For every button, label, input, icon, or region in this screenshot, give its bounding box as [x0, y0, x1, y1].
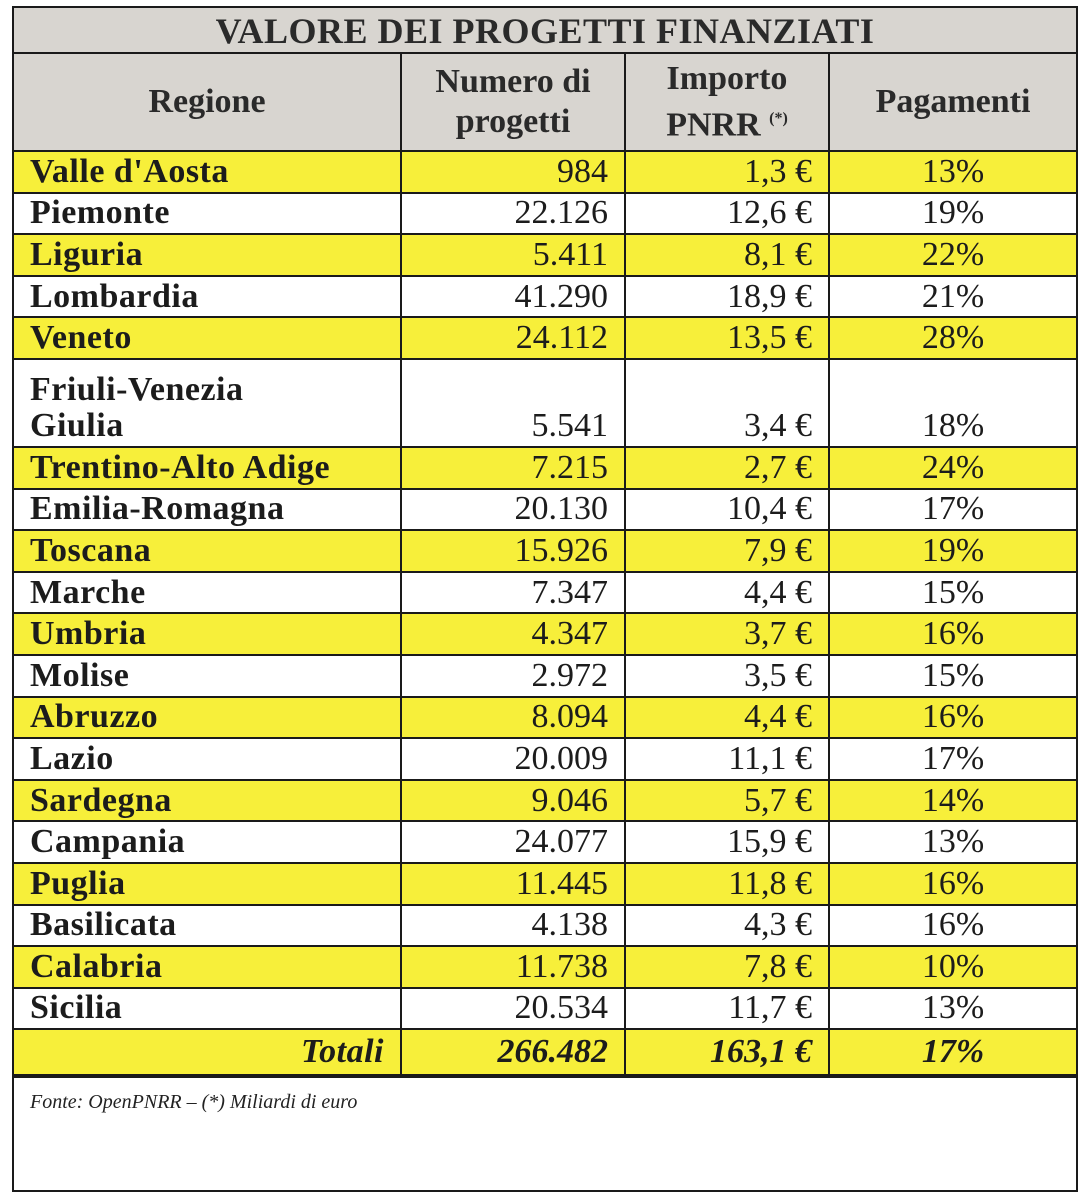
cell-importo: 8,1 € — [625, 234, 829, 276]
cell-importo: 3,5 € — [625, 655, 829, 697]
cell-numero: 8.094 — [401, 697, 625, 739]
cell-numero: 20.009 — [401, 738, 625, 780]
table-row — [14, 697, 1076, 739]
cell-regione — [14, 359, 401, 447]
cell-importo: 7,9 € — [625, 530, 829, 572]
cell-regione: Lombardia — [14, 276, 401, 318]
cell-pagamenti: 17% — [829, 738, 1076, 780]
projects-table — [14, 52, 1076, 1076]
cell-regione: Umbria — [14, 613, 401, 655]
cell-importo: 5,7 € — [625, 780, 829, 822]
totals-numero: 266.482 — [401, 1029, 625, 1075]
cell-pagamenti: 22% — [829, 234, 1076, 276]
cell-regione: Piemonte — [14, 193, 401, 235]
regione-line1: Friuli-Venezia — [30, 370, 244, 408]
table-title: VALORE DEI PROGETTI FINANZIATI — [14, 8, 1076, 52]
cell-regione: Toscana — [14, 530, 401, 572]
cell-numero: 20.534 — [401, 988, 625, 1030]
cell-regione: Sicilia — [14, 988, 401, 1030]
cell-numero: 9.046 — [401, 780, 625, 822]
totals-pagamenti: 17% — [829, 1029, 1076, 1075]
cell-pagamenti: 16% — [829, 697, 1076, 739]
cell-pagamenti: 17% — [829, 489, 1076, 531]
totals-row — [14, 1029, 1076, 1075]
cell-pagamenti: 19% — [829, 530, 1076, 572]
cell-regione: Abruzzo — [14, 697, 401, 739]
cell-regione: Lazio — [14, 738, 401, 780]
cell-numero: 11.738 — [401, 946, 625, 988]
cell-importo: 3,4 € — [625, 359, 829, 447]
cell-regione: Liguria — [14, 234, 401, 276]
table-row — [14, 276, 1076, 318]
cell-regione: Basilicata — [14, 905, 401, 947]
cell-importo: 10,4 € — [625, 489, 829, 531]
regione-line2: Giulia — [30, 406, 124, 444]
cell-numero: 24.112 — [401, 317, 625, 359]
cell-pagamenti: 16% — [829, 863, 1076, 905]
cell-pagamenti: 16% — [829, 613, 1076, 655]
cell-pagamenti: 16% — [829, 905, 1076, 947]
table-row — [14, 234, 1076, 276]
cell-numero: 5.411 — [401, 234, 625, 276]
header-regione: Regione — [14, 53, 401, 151]
table-row — [14, 821, 1076, 863]
header-row — [14, 53, 1076, 151]
header-importo: Importo PNRR (*) — [625, 53, 829, 151]
table-row — [14, 572, 1076, 614]
cell-numero: 4.347 — [401, 613, 625, 655]
table-row — [14, 655, 1076, 697]
cell-numero: 5.541 — [401, 359, 625, 447]
cell-importo: 1,3 € — [625, 151, 829, 193]
table-row — [14, 317, 1076, 359]
cell-importo: 15,9 € — [625, 821, 829, 863]
cell-importo: 18,9 € — [625, 276, 829, 318]
table-row — [14, 613, 1076, 655]
cell-regione: Puglia — [14, 863, 401, 905]
cell-pagamenti: 18% — [829, 359, 1076, 447]
table-frame — [12, 6, 1078, 1192]
table-row — [14, 489, 1076, 531]
cell-numero: 4.138 — [401, 905, 625, 947]
table-row — [14, 359, 1076, 447]
cell-pagamenti: 15% — [829, 572, 1076, 614]
cell-regione: Molise — [14, 655, 401, 697]
cell-regione: Calabria — [14, 946, 401, 988]
totals-label: Totali — [14, 1029, 401, 1075]
cell-importo: 4,3 € — [625, 905, 829, 947]
cell-pagamenti: 19% — [829, 193, 1076, 235]
cell-importo: 12,6 € — [625, 193, 829, 235]
header-numero: Numero di progetti — [401, 53, 625, 151]
totals-importo: 163,1 € — [625, 1029, 829, 1075]
cell-numero: 7.215 — [401, 447, 625, 489]
table-row — [14, 988, 1076, 1030]
cell-pagamenti: 24% — [829, 447, 1076, 489]
cell-numero: 984 — [401, 151, 625, 193]
cell-pagamenti: 28% — [829, 317, 1076, 359]
header-pagamenti: Pagamenti — [829, 53, 1076, 151]
cell-importo: 11,7 € — [625, 988, 829, 1030]
cell-regione: Sardegna — [14, 780, 401, 822]
table-row — [14, 151, 1076, 193]
table-row — [14, 946, 1076, 988]
cell-regione: Veneto — [14, 317, 401, 359]
source-footnote: Fonte: OpenPNRR – (*) Miliardi di euro — [14, 1076, 1076, 1122]
table-row — [14, 193, 1076, 235]
cell-importo: 11,1 € — [625, 738, 829, 780]
cell-pagamenti: 13% — [829, 821, 1076, 863]
cell-pagamenti: 13% — [829, 151, 1076, 193]
cell-regione: Marche — [14, 572, 401, 614]
cell-numero: 7.347 — [401, 572, 625, 614]
cell-regione: Trentino-Alto Adige — [14, 447, 401, 489]
footnote-marker: (*) — [769, 109, 788, 127]
table-row — [14, 738, 1076, 780]
cell-numero: 11.445 — [401, 863, 625, 905]
cell-importo: 4,4 € — [625, 697, 829, 739]
table-row — [14, 447, 1076, 489]
cell-pagamenti: 10% — [829, 946, 1076, 988]
cell-regione: Emilia-Romagna — [14, 489, 401, 531]
table-row — [14, 863, 1076, 905]
cell-importo: 11,8 € — [625, 863, 829, 905]
cell-numero: 2.972 — [401, 655, 625, 697]
cell-importo: 7,8 € — [625, 946, 829, 988]
cell-importo: 2,7 € — [625, 447, 829, 489]
cell-pagamenti: 14% — [829, 780, 1076, 822]
cell-importo: 3,7 € — [625, 613, 829, 655]
cell-numero: 22.126 — [401, 193, 625, 235]
table-row — [14, 780, 1076, 822]
cell-numero: 20.130 — [401, 489, 625, 531]
cell-numero: 41.290 — [401, 276, 625, 318]
cell-regione: Campania — [14, 821, 401, 863]
cell-regione: Valle d'Aosta — [14, 151, 401, 193]
cell-pagamenti: 15% — [829, 655, 1076, 697]
table-row — [14, 530, 1076, 572]
cell-pagamenti: 21% — [829, 276, 1076, 318]
cell-numero: 24.077 — [401, 821, 625, 863]
cell-importo: 13,5 € — [625, 317, 829, 359]
cell-importo: 4,4 € — [625, 572, 829, 614]
cell-pagamenti: 13% — [829, 988, 1076, 1030]
cell-numero: 15.926 — [401, 530, 625, 572]
table-row — [14, 905, 1076, 947]
